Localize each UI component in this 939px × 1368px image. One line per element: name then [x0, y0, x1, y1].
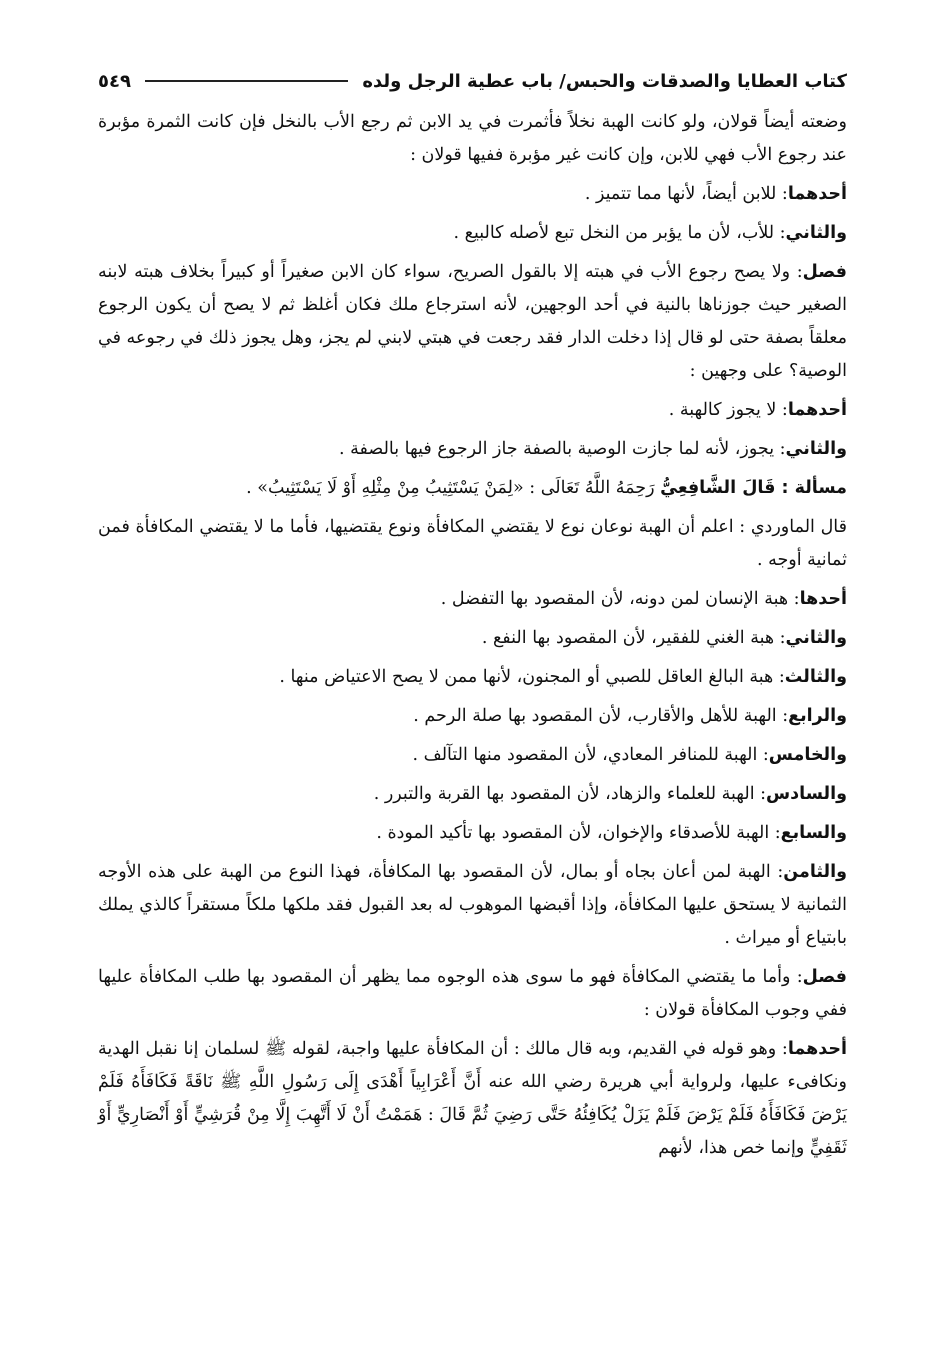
paragraph: مسألة : قَالَ الشَّافِعِيُّ رَحِمَهُ اللَّهُ تَعَالَى : «لِمَنْ يَسْتَثِيبُ مِنْ مِثْلِهِ أَوْ لَا يَسْتَثِيبُ» .: [246, 478, 847, 498]
paragraph: فصل: ولا يصح رجوع الأب في هبته إلا بالقول الصريح، سواء كان الابن صغيراً أو كبيراً بخلاف هبته لابنه الصغير حيث جوزناها بالنية في أحد الوجهين، لأنه استرجاع ملك فكان أغلظ ثم لا يصح أن يكون الرجوع معلقاً بصفة حتى لو قال إذا دخلت الدار فقد رجعت في هبتي لابني لم يجز، وهل يجوز ذلك في رجوعه في الوصية؟ على وجهين :: [98, 262, 847, 381]
paragraph: أحدها: هبة الإنسان لمن دونه، لأن المقصود بها التفضل .: [440, 589, 847, 609]
page-number: ٥٤٩: [98, 70, 131, 92]
paragraph: والرابع: الهبة للأهل والأقارب، لأن المقصود بها صلة الرحم .: [413, 706, 847, 726]
running-header: [98, 66, 847, 96]
header-rule: [145, 80, 348, 82]
paragraph: أحدهما: للابن أيضاً، لأنها مما تتميز .: [584, 184, 847, 204]
paragraph: والخامس: الهبة للمنافر المعادي، لأن المقصود منها التآلف .: [412, 745, 847, 765]
paragraph: وضعته أيضاً قولان، ولو كانت الهبة نخلاً فأثمرت في يد الابن ثم رجع الأب بالنخل فإن كانت الثمرة مؤبرة عند رجوع الأب فهي للابن، وإن كانت غير مؤبرة ففيها قولان :: [98, 112, 847, 165]
paragraph: قال الماوردي : اعلم أن الهبة نوعان نوع لا يقتضي المكافأة ونوع يقتضيها، فأما ما لا يقتضي المكافأة فمن ثمانية أوجه .: [98, 517, 847, 570]
chapter-title: كتاب العطايا والصدقات والحبس/ باب عطية الرجل ولده: [362, 70, 847, 92]
paragraph: والسابع: الهبة للأصدقاء والإخوان، لأن المقصود بها تأكيد المودة .: [376, 823, 847, 843]
paragraph: أحدهما: وهو قوله في القديم، وبه قال مالك : أن المكافأة عليها واجبة، لقوله ﷺ لسلمان إنا نقبل الهدية ونكافىء عليها، ولرواية أبي هريرة رضي الله عنه أَنَّ أَعْرَابِياً أَهْدَى إِلَى رَسُولِ اللَّهِ ﷺ نَاقَةً فَكَافَأَهُ فَلَمْ يَرْضَ فَكَافَأَهُ فَلَمْ يَرْضَ فَلَمْ يَزَلْ يُكَافِئُهُ حَتَّى رَضِيَ ثُمَّ قَالَ : هَمَمْتُ أَنْ لَا أَتَّهِبَ إِلَّا مِنْ قُرَشِيٍّ أَوْ أَنْصَارِيٍّ أَوْ ثَقَفِيٍّ وإنما خص هذا، لأنهم: [98, 1039, 847, 1158]
paragraph: فصل: وأما ما يقتضي المكافأة فهو ما سوى هذه الوجوه مما يظهر أن المقصود بها طلب المكافأة عليها ففي وجوب المكافأة قولان :: [98, 967, 847, 1020]
paragraph: والثالث: هبة البالغ العاقل للصبي أو المجنون، لأنها ممن لا يصح الاعتياض منها .: [279, 667, 847, 687]
body-text: [98, 106, 847, 1165]
paragraph: أحدهما: لا يجوز كالهبة .: [668, 400, 847, 420]
paragraph: والثاني: يجوز، لأنه لما جازت الوصية بالصفة جاز الرجوع فيها بالصفة .: [339, 439, 847, 459]
paragraph: والثامن: الهبة لمن أعان بجاه أو بمال، لأن المقصود بها المكافأة، فهذا النوع من الهبة على هذه الأوجه الثمانية لا يستحق عليها المكافأة، وإذا أقبضها الموهوب له بعد القبول فقد ملكها ملكاً مستقراً كالذي يملك بابتياع أو ميراث .: [98, 862, 847, 948]
paragraph: والثاني: هبة الغني للفقير، لأن المقصود بها النفع .: [481, 628, 847, 648]
paragraph: والسادس: الهبة للعلماء والزهاد، لأن المقصود بها القربة والتبرر .: [373, 784, 847, 804]
paragraph: والثاني: للأب، لأن ما يؤبر من النخل تبع لأصله كالبيع .: [453, 223, 847, 243]
